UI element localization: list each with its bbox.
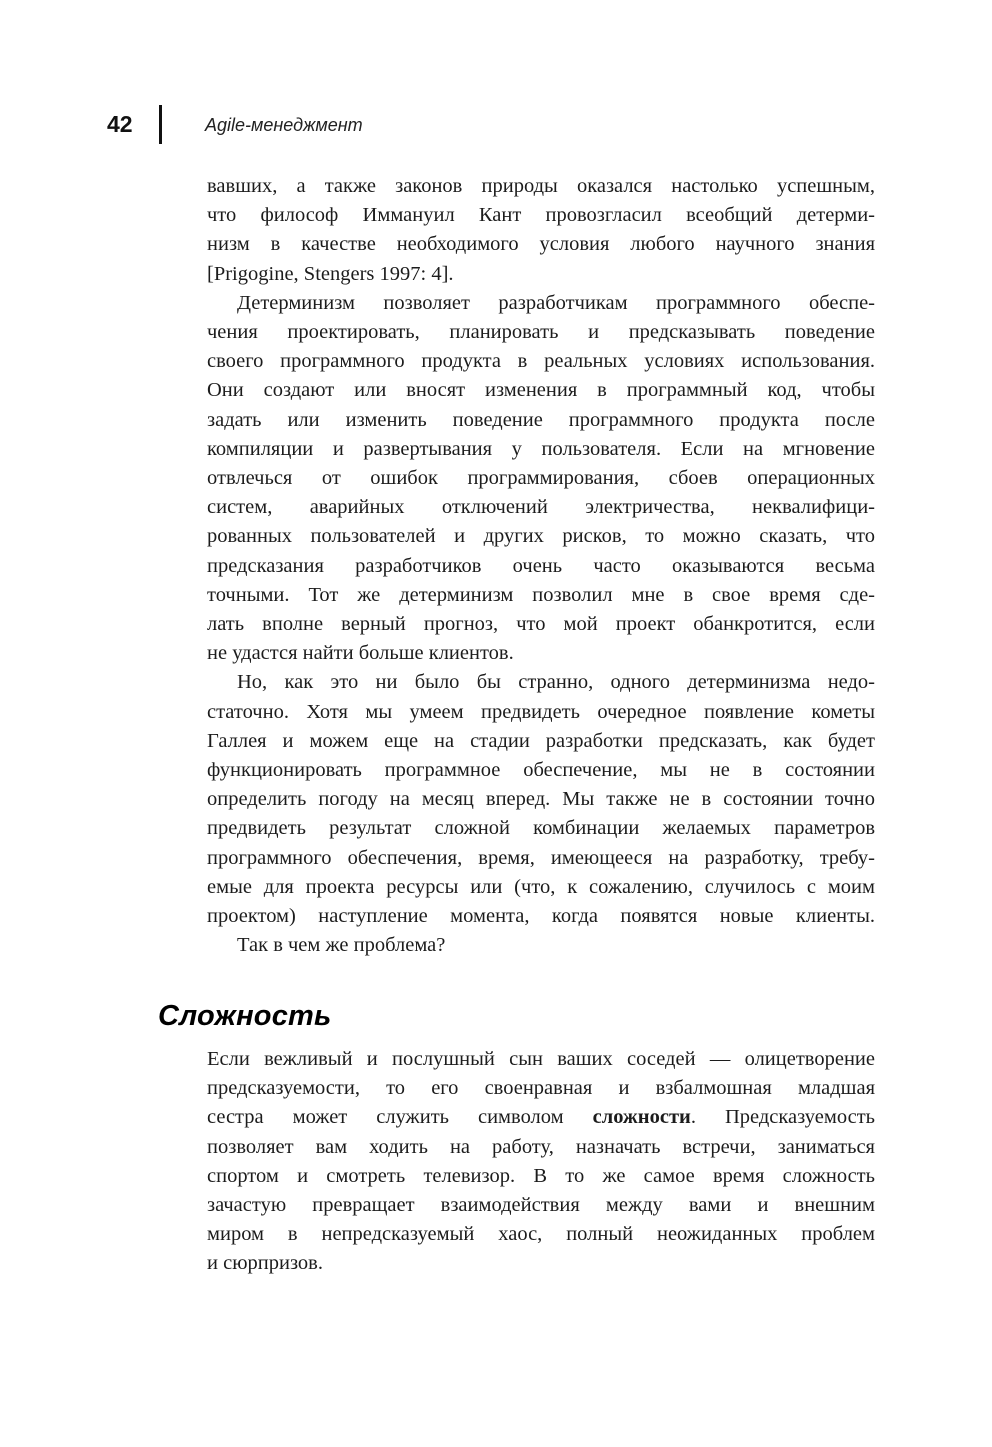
text-line: Они создают или вносят изменения в программный код, чтобы — [207, 379, 875, 402]
paragraph — [207, 931, 875, 960]
text-line: чения проектировать, планировать и предсказывать поведение — [207, 321, 875, 344]
text-line: Так в чем же проблема? — [237, 934, 446, 957]
text-line: низм в качестве необходимого условия любого научного знания — [207, 233, 875, 256]
text-line: не удастся найти больше клиентов. — [207, 642, 514, 665]
text-fragment: . Предсказуемость — [690, 1106, 875, 1129]
text-line: своего программного продукта в реальных условиях использования. — [207, 350, 875, 373]
page-header — [0, 0, 992, 160]
text-line: программного обеспечения, время, имеющееся на разработку, требу- — [207, 846, 875, 869]
running-head: Agile-менеджмент — [205, 115, 363, 135]
text-line: зачастую превращает взаимодействия между вами и внешним — [207, 1194, 875, 1217]
text-line: предвидеть результат сложной комбинации желаемых параметров — [207, 817, 875, 840]
text-line: миром в непредсказуемый хаос, полный неожиданных проблем — [207, 1223, 875, 1246]
text-line: проектом) наступление момента, когда появятся новые клиенты. — [207, 905, 875, 928]
text-line: компиляции и развертывания у пользователя. Если на мгновение — [207, 437, 875, 460]
text-line: Но, как это ни было бы странно, одного детерминизма недо- — [237, 671, 875, 694]
text-line: Если вежливый и послушный сын ваших соседей — олицетворение — [207, 1048, 875, 1070]
text-line: отвлечься от ошибок программирования, сбоев операционных — [207, 467, 875, 490]
text-line: статочно. Хотя мы умеем предвидеть очередное появление кометы — [207, 700, 875, 723]
text-line: позволяет вам ходить на работу, назначать встречи, заниматься — [207, 1135, 875, 1158]
page-number: 42 — [107, 111, 133, 137]
text-line: определить погоду на месяц вперед. Мы также не в состоянии точно — [207, 788, 875, 811]
text-line: рованных пользователей и других рисков, то можно сказать, что — [207, 525, 875, 548]
text-line — [207, 1103, 875, 1132]
body-text — [207, 172, 875, 960]
text-line: что философ Иммануил Кант провозгласил всеобщий детерми- — [207, 204, 875, 227]
header-divider — [159, 105, 162, 144]
section-body — [207, 1045, 875, 1279]
text-line: предсказания разработчиков очень часто оказываются весьма — [207, 554, 875, 577]
section-heading: Сложность — [158, 1000, 332, 1032]
text-line: вавших, а также законов природы оказался настолько успешным, — [207, 175, 875, 197]
paragraph — [207, 172, 875, 289]
bold-term: сложности — [592, 1106, 691, 1129]
paragraph — [207, 289, 875, 669]
text-line: систем, аварийных отключений электричества, неквалифици- — [207, 496, 875, 519]
paragraph — [207, 1045, 875, 1279]
text-line: точными. Тот же детерминизм позволил мне в свое время сде- — [207, 583, 875, 606]
paragraph — [207, 668, 875, 931]
text-line: Галлея и можем еще на стадии разработки предсказать, как будет — [207, 729, 875, 752]
text-line: емые для проекта ресурсы или (что, к сожалению, случилось с моим — [207, 875, 875, 898]
text-line: Детерминизм позволяет разработчикам программного обеспе- — [237, 291, 875, 314]
text-line: и сюрпризов. — [207, 1252, 323, 1275]
text-line: предсказуемости, то его своенравная и взбалмошная младшая — [207, 1077, 875, 1100]
text-line: спортом и смотреть телевизор. В то же самое время сложность — [207, 1164, 875, 1187]
text-fragment: сестра может служить символом — [207, 1106, 593, 1129]
text-line: функционировать программное обеспечение, мы не в состоянии — [207, 759, 875, 782]
text-line: [Prigogine, Stengers 1997: 4]. — [207, 262, 454, 285]
text-line: задать или изменить поведение программного продукта после — [207, 408, 875, 431]
text-line: лать вполне верный прогноз, что мой проект обанкротится, если — [207, 613, 875, 636]
